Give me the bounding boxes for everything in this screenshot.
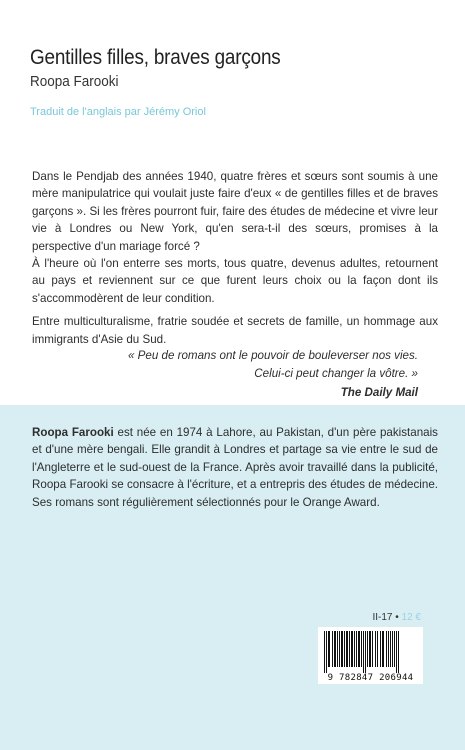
- book-title: Gentilles filles, braves garçons: [30, 46, 281, 69]
- barcode-bar: [332, 631, 333, 667]
- barcode-bar: [398, 631, 399, 673]
- bio-author-name: Roopa Farooki: [32, 426, 114, 439]
- barcode-bar: [358, 631, 360, 667]
- header: [30, 46, 450, 119]
- barcode-bar: [361, 631, 362, 667]
- barcode-bar: [337, 631, 338, 667]
- barcode-bar: [380, 631, 381, 667]
- barcode-bar: [326, 631, 327, 673]
- barcode-digits: 9 782847 206944: [327, 673, 414, 683]
- barcode-bar: [396, 631, 397, 673]
- catalog-separator: •: [395, 612, 399, 623]
- barcode-bar: [346, 631, 348, 667]
- blurb: [32, 168, 438, 348]
- bio-text: est née en 1974 à Lahore, au Pakistan, d'un père pakistanais et d'une mère bengali. Elle grandit à Londres et partage sa vie entre le sud de l'Angleterre et le sud-ouest de la France. Après avoir travaillé dans la publicité, Roopa Farooki se consacre à l'écriture, et a entrepris des études de médecine. Ses romans sont régulièrement sélectionnés pour le Orange Award.: [32, 426, 438, 509]
- barcode-bar: [324, 631, 325, 673]
- barcode-bar: [363, 631, 364, 673]
- barcode-bar: [349, 631, 350, 667]
- barcode-bar: [394, 631, 395, 667]
- translator-credit: Traduit de l'anglais par Jérémy Oriol: [30, 106, 206, 118]
- quote-line-1: « Peu de romans ont le pouvoir de bouleverser nos vies.: [127, 349, 418, 362]
- barcode-bar: [390, 631, 391, 667]
- blurb-paragraph-3: Entre multiculturalisme, fratrie soudée et secrets de famille, un hommage aux immigrants d'Asie du Sud.: [32, 315, 438, 346]
- barcode-bar: [339, 631, 340, 667]
- barcode-bar: [334, 631, 336, 667]
- barcode-bar: [367, 631, 368, 667]
- price: 12 €: [401, 612, 421, 623]
- barcode-bar: [356, 631, 357, 667]
- barcode-bar: [365, 631, 366, 673]
- barcode-bar: [328, 631, 330, 667]
- barcode-bar: [375, 631, 376, 667]
- barcode-bar: [386, 631, 387, 667]
- barcode-bar: [382, 631, 384, 667]
- barcode-bar: [344, 631, 345, 667]
- quote-line-2: Celui-ci peut changer la vôtre. »: [254, 366, 418, 380]
- barcode: [318, 627, 423, 684]
- barcode-bar: [369, 631, 371, 667]
- blurb-paragraph-1: Dans le Pendjab des années 1940, quatre frères et sœurs sont soumis à une mère manipulatrice qui voulait juste faire d'eux « de gentilles filles et de braves garçons ». Si les frères pourront fuir, faire des études de médecine et vivre leur vie à Londres ou New York, qu'en sera-t-il des sœurs, promises à la perspective d'un mariage forcé ?: [32, 170, 438, 253]
- barcode-bar: [351, 631, 353, 667]
- catalog-ref: II-17: [372, 612, 393, 623]
- book-author: Roopa Farooki: [30, 73, 119, 90]
- author-bio: [32, 424, 438, 511]
- catalog-code: [372, 612, 421, 623]
- barcode-bar: [392, 631, 393, 667]
- barcode-bar: [354, 631, 355, 667]
- blurb-paragraph-2: À l'heure où l'on enterre ses morts, tous quatre, devenus adultes, retournent au pays et reviennent sur ce que furent leurs choix ou la façon dont ils s'accommodèrent de leur condition.: [32, 257, 438, 305]
- barcode-bar: [377, 631, 378, 667]
- barcode-bar: [341, 631, 343, 667]
- barcode-bar: [372, 631, 373, 667]
- quote-source: The Daily Mail: [340, 386, 418, 399]
- press-quote: [38, 347, 418, 402]
- barcode-bar: [388, 631, 389, 667]
- barcode-bars: [322, 631, 419, 673]
